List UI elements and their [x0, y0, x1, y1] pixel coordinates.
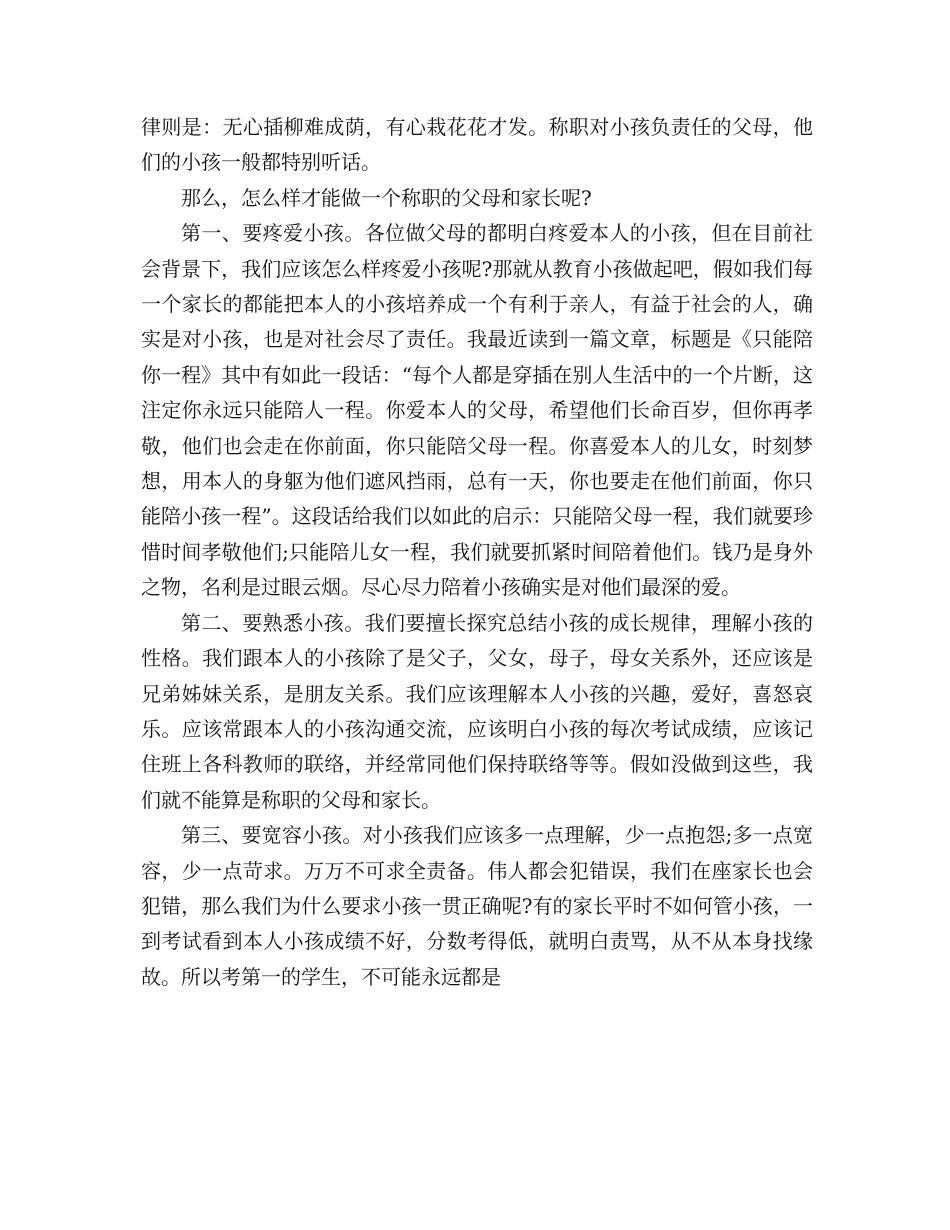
paragraph-second-point: 第二、要熟悉小孩。我们要擅长探究总结小孩的成长规律，理解小孩的性格。我们跟本人的小孩除了是父子，父女，母子，母女关系外，还应该是兄弟姊妹关系，是朋友关系。我们应该理解本人小孩的兴趣，爱好，喜怒哀乐。应该常跟本人的小孩沟通交流，应该明白小孩的每次考试成绩，应该记住班上各科教师的联络，并经常同他们保持联络等等。假如没做到这些，我们就不能算是称职的父母和家长。 [141, 610, 813, 812]
paragraph-question: 那么，怎么样才能做一个称职的父母和家长呢? [181, 185, 592, 210]
paragraph-third-point: 第三、要宽容小孩。对小孩我们应该多一点理解，少一点抱怨;多一点宽容，少一点苛求。万万不可求全责备。伟人都会犯错误，我们在座家长也会犯错，那么我们为什么要求小孩一贯正确呢?有的家长平时不如何管小孩，一到考试看到本人小孩成绩不好，分数考得低，就明白责骂，从不从本身找缘故。所以考第一的学生，不可能永远都是 [141, 823, 813, 989]
paragraph-first-point: 第一、要疼爱小孩。各位做父母的都明白疼爱本人的小孩，但在目前社会背景下，我们应该怎么样疼爱小孩呢?那就从教育小孩做起吧，假如我们每一个家长的都能把本人的小孩培养成一个有利于亲人，有益于社会的人，确实是对小孩，也是对社会尽了责任。我最近读到一篇文章，标题是《只能陪你一程》其中有如此一段话：“每个人都是穿插在别人生活中的一个片断，这注定你永远只能陪人一程。你爱本人的父母，希望他们长命百岁，但你再孝敬，他们也会走在你前面，你只能陪父母一程。你喜爱本人的儿女，时刻梦想，用本人的身躯为他们遮风挡雨，总有一天，你也要走在他们前面，你只能陪小孩一程”。这段话给我们以如此的启示：只能陪父母一程，我们就要珍惜时间孝敬他们;只能陪儿女一程，我们就要抓紧时间陪着他们。钱乃是身外之物，名利是过眼云烟。尽心尽力陪着小孩确实是对他们最深的爱。 [141, 221, 813, 600]
paragraph-continuation: 律则是：无心插柳难成荫，有心栽花花才发。称职对小孩负责任的父母，他们的小孩一般都特别听话。 [141, 115, 813, 175]
document-body [141, 110, 813, 995]
